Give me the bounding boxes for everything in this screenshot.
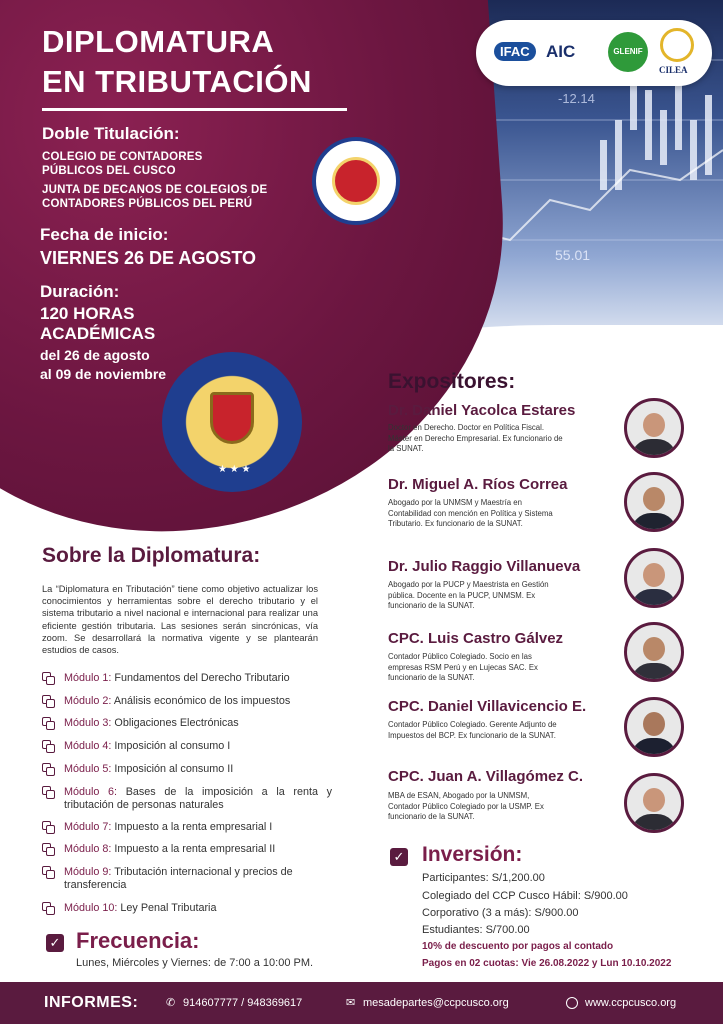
- price-line: Participantes: S/1,200.00: [422, 872, 545, 884]
- expositores-title: Expositores:: [388, 370, 516, 393]
- speaker-name: Dr. Miguel A. Ríos Correa: [388, 476, 568, 493]
- speaker-name: CPC. Luis Castro Gálvez: [388, 630, 564, 647]
- module-text: Imposición al consumo II: [114, 763, 234, 775]
- copy-icon: [42, 786, 56, 800]
- title-divider: [42, 108, 347, 111]
- module-item: [42, 695, 332, 709]
- module-number: Módulo 3:: [64, 717, 112, 729]
- speaker-description: MBA de ESAN, Abogado por la UNMSM, Contador Público Colegiado por la USMP. Ex funcionario de la SUNAT.: [388, 791, 544, 821]
- speaker-description: Abogado por la PUCP y Maestrista en Gestión pública. Docente en la PUCP, UNMSM. Ex funcionario de la SUNAT.: [388, 580, 549, 610]
- module-item: [42, 821, 332, 835]
- module-text: Impuesto a la renta empresarial I: [114, 821, 273, 833]
- cilea-logo-text: CILEA: [659, 65, 688, 75]
- price-line: Estudiantes: S/700.00: [422, 924, 530, 936]
- photo-number-2: 55.01: [555, 247, 591, 263]
- aic-logo: AIC: [546, 42, 576, 61]
- globe-icon: [566, 997, 578, 1009]
- speaker-name: CPC. Juan A. Villagómez C.: [388, 768, 584, 785]
- speaker-photo: [624, 697, 684, 757]
- module-item: [42, 866, 332, 892]
- module-text: Ley Penal Tributaria: [120, 902, 217, 914]
- module-item: [42, 843, 332, 857]
- phone-icon: ✆: [166, 997, 176, 1009]
- module-text: Análisis económico de los impuestos: [113, 695, 291, 707]
- module-text: Fundamentos del Derecho Tributario: [114, 672, 290, 684]
- module-text: Obligaciones Electrónicas: [114, 717, 239, 729]
- duracion-value-2: ACADÉMICAS: [40, 324, 156, 343]
- informes-label: INFORMES:: [44, 994, 139, 1011]
- checkbox-icon: ✓: [390, 848, 408, 866]
- rango-line-2: al 09 de noviembre: [40, 366, 167, 382]
- sobre-paragraph: La “Diplomatura en Tributación” tiene como objetivo actualizar los conocimientos y herramientas sobre el derecho tributario y el sistema tributario a nivel nacional e internacional para realizar una eficiente gestión tributaria. Las sesiones serán sincrónicas, vía zoom. Se desarrollará la normativa vigente y se plantearán estudios de casos.: [42, 584, 318, 656]
- copy-icon: [42, 695, 56, 709]
- module-number: Módulo 6:: [64, 786, 118, 798]
- module-text: Bases de la imposición a la renta y tributación de personas naturales: [64, 786, 333, 811]
- price-line: Corporativo (3 a más): S/900.00: [422, 907, 579, 919]
- speaker-photo: [624, 622, 684, 682]
- price-line: Colegiado del CCP Cusco Hábil: S/900.00: [422, 890, 628, 902]
- module-text: Tributación internacional y precios de transferencia: [64, 866, 293, 891]
- footer-email[interactable]: mesadepartes@ccpcusco.org: [363, 997, 509, 1009]
- module-number: Módulo 4:: [64, 740, 112, 752]
- copy-icon: [42, 866, 56, 880]
- frecuencia-detail: Lunes, Miércoles y Viernes: de 7:00 a 10:00 PM.: [76, 957, 314, 969]
- cilea-emblem-icon: [660, 28, 694, 62]
- copy-icon: [42, 672, 56, 686]
- speaker-description: Doctor en Derecho. Doctor en Política Fiscal. Máster en Derecho Empresarial. Ex funcionario de la SUNAT.: [388, 423, 563, 453]
- seal-crest-icon: [210, 392, 254, 444]
- speaker-photo: [624, 548, 684, 608]
- module-number: Módulo 10:: [64, 902, 118, 914]
- installments-note: Pagos en 02 cuotas: Vie 26.08.2022 y Lun 10.10.2022: [422, 958, 672, 969]
- copy-icon: [42, 717, 56, 731]
- inversion-title: Inversión:: [422, 843, 523, 866]
- title-line-2: EN TRIBUTACIÓN: [42, 64, 312, 99]
- speaker-photo: [624, 398, 684, 458]
- copy-icon: [42, 763, 56, 777]
- footer-phone[interactable]: 914607777 / 948369617: [183, 997, 303, 1009]
- institution-2-line-2: CONTADORES PÚBLICOS DEL PERÚ: [42, 198, 253, 210]
- seal-stars-icon: ★ ★ ★: [218, 464, 251, 475]
- institution-1-line-1: COLEGIO DE CONTADORES: [42, 151, 203, 163]
- module-number: Módulo 2:: [64, 695, 112, 707]
- module-number: Módulo 9:: [64, 866, 112, 878]
- ifac-logo: IFAC: [494, 42, 536, 61]
- frecuencia-title: Frecuencia:: [76, 928, 200, 953]
- module-item: [42, 902, 332, 916]
- module-number: Módulo 1:: [64, 672, 112, 684]
- junta-decanos-seal: [312, 137, 400, 225]
- speaker-photo: [624, 472, 684, 532]
- speaker-description: Abogado por la UNMSM y Maestría en Contabilidad con mención en Política y Sistema Tributario. Ex funcionario de la SUNAT.: [388, 498, 553, 528]
- speaker-name: CPC. Daniel Villavicencio E.: [388, 698, 587, 715]
- duracion-label: Duración:: [40, 282, 120, 301]
- copy-icon: [42, 821, 56, 835]
- module-item: [42, 740, 332, 754]
- module-text: Impuesto a la renta empresarial II: [114, 843, 276, 855]
- copy-icon: [42, 902, 56, 916]
- copy-icon: [42, 740, 56, 754]
- checkbox-icon: ✓: [46, 934, 64, 952]
- glenif-logo: GLENIF: [608, 32, 648, 72]
- module-number: Módulo 8:: [64, 843, 112, 855]
- rango-line-1: del 26 de agosto: [40, 347, 150, 363]
- institution-2-line-1: JUNTA DE DECANOS DE COLEGIOS DE: [42, 184, 268, 196]
- fecha-value: VIERNES 26 DE AGOSTO: [40, 248, 257, 268]
- module-item: [42, 672, 332, 686]
- speaker-photo: [624, 773, 684, 833]
- seal-shield-icon: [332, 157, 380, 205]
- module-item: [42, 763, 332, 777]
- speaker-description: Contador Público Colegiado. Socio en las empresas RSM Perú y en Lujecas SAC. Ex funcionario de la SUNAT.: [388, 652, 538, 682]
- fecha-label: Fecha de inicio:: [40, 225, 169, 244]
- module-number: Módulo 7:: [64, 821, 112, 833]
- module-text: Imposición al consumo I: [114, 740, 231, 752]
- email-icon: ✉: [346, 997, 356, 1009]
- photo-number-1: -12.14: [558, 91, 595, 106]
- title-line-1: DIPLOMATURA: [42, 24, 275, 59]
- colegio-cusco-seal: [162, 352, 302, 492]
- module-number: Módulo 5:: [64, 763, 112, 775]
- module-item: [42, 717, 332, 731]
- speaker-name: Dr. Julio Raggio Villanueva: [388, 558, 581, 575]
- speaker-name: Dr. Daniel Yacolca Estares: [388, 402, 576, 419]
- sobre-title: Sobre la Diplomatura:: [42, 544, 261, 567]
- institution-1-line-2: PÚBLICOS DEL CUSCO: [42, 165, 176, 177]
- speaker-description: Contador Público Colegiado. Gerente Adjunto de Impuestos del BCP. Ex funcionario de la SUNAT.: [388, 720, 557, 740]
- module-item: [42, 786, 332, 812]
- duracion-value-1: 120 HORAS: [40, 304, 135, 323]
- copy-icon: [42, 843, 56, 857]
- footer-web[interactable]: www.ccpcusco.org: [585, 997, 677, 1009]
- partner-logos-bar: [476, 20, 712, 86]
- doble-titulacion-label: Doble Titulación:: [42, 124, 180, 143]
- discount-note: 10% de descuento por pagos al contado: [422, 941, 614, 952]
